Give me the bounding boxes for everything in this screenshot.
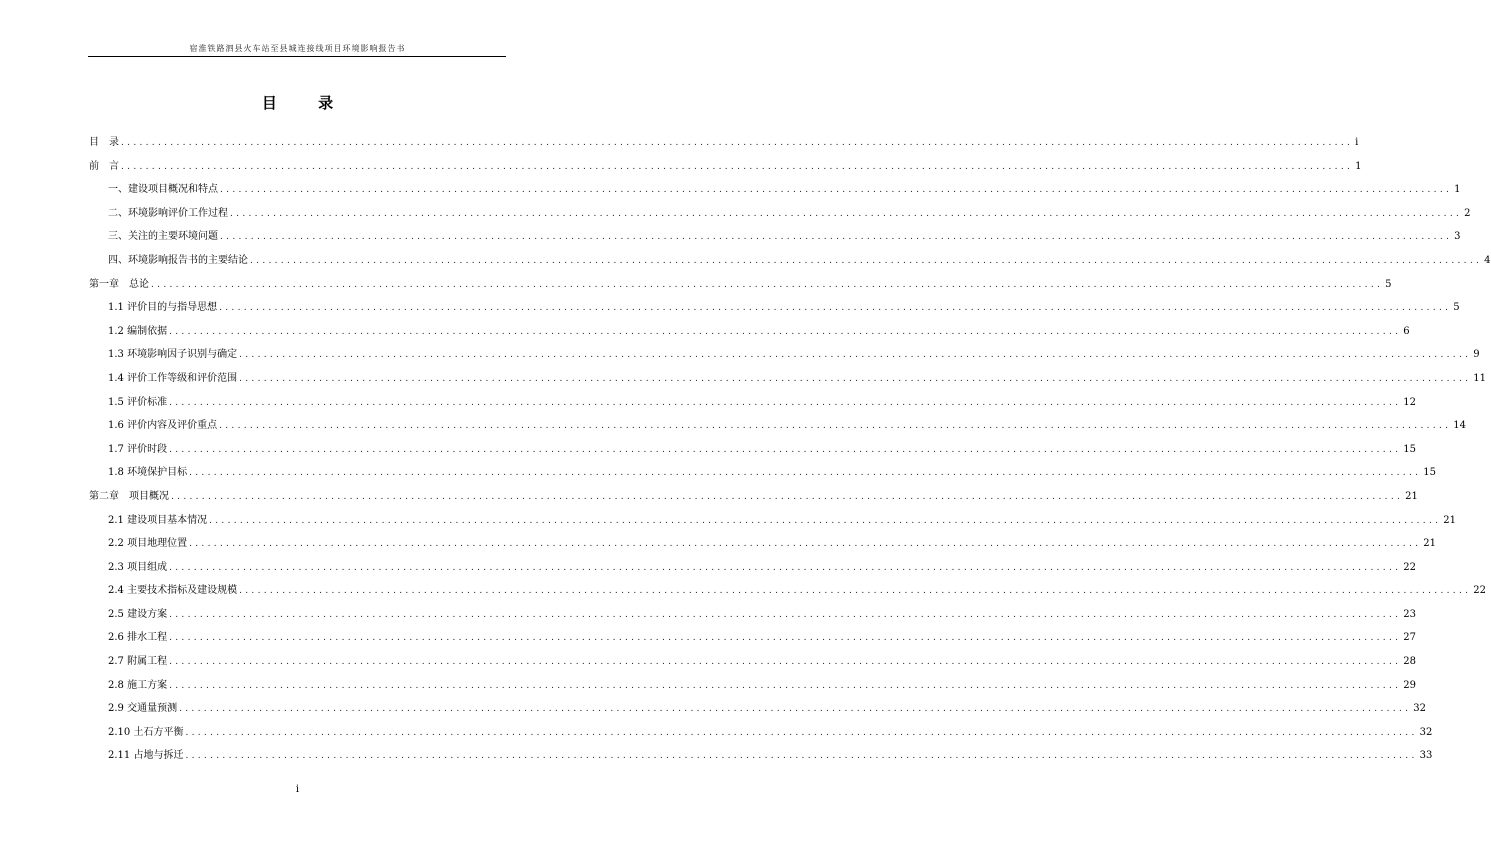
toc-dot-leader: ........................................................................................................................................................................................................	[219, 303, 1452, 314]
toc-entry-label: 四、环境影响报告书的主要结论	[108, 254, 248, 266]
toc-entry-label: 1.6 评价内容及评价重点	[108, 420, 218, 432]
toc-entry[interactable]	[89, 296, 1460, 320]
toc-entry-label: 二、环境影响评价工作过程	[108, 207, 228, 219]
toc-entry-label: 2.5 建设方案	[108, 608, 168, 620]
toc-entry-label: 1.4 评价工作等级和评价范围	[108, 372, 238, 384]
toc-entry[interactable]	[89, 744, 1433, 768]
toc-entry[interactable]	[89, 697, 1426, 721]
toc-entry[interactable]	[89, 579, 1486, 603]
toc-entry[interactable]	[89, 650, 1416, 674]
toc-entry-label: 2.3 项目组成	[108, 561, 168, 573]
toc-entry-label: 前 言	[89, 160, 119, 172]
toc-entry-page: 27	[1403, 632, 1416, 644]
running-header: 宿淮铁路泗县火车站至县城连接线项目环境影响报告书	[189, 44, 406, 53]
toc-entry-page: 9	[1473, 349, 1480, 361]
toc-entry[interactable]	[89, 225, 1461, 249]
toc-entry-page: 6	[1403, 325, 1410, 337]
toc-entry-label: 2.11 占地与拆迁	[108, 750, 184, 762]
toc-entry-label: 1.8 环境保护目标	[108, 467, 188, 479]
toc-entry-label: 第二章 项目概况	[89, 490, 169, 502]
toc-entry[interactable]	[89, 485, 1418, 509]
toc-entry[interactable]	[89, 509, 1456, 533]
toc-dot-leader: ........................................................................................................................................................................................................	[169, 609, 1402, 620]
toc-dot-leader: ........................................................................................................................................................................................................	[169, 397, 1402, 408]
header-rule	[88, 56, 506, 57]
toc-dot-leader: ........................................................................................................................................................................................................	[219, 421, 1452, 432]
toc-entry-page: 5	[1453, 302, 1460, 314]
toc-entry[interactable]	[89, 603, 1416, 627]
toc-entry-page: 28	[1403, 656, 1416, 668]
toc-dot-leader: ........................................................................................................................................................................................................	[220, 185, 1453, 196]
toc-entry[interactable]	[89, 414, 1466, 438]
toc-entry-label: 2.1 建设项目基本情况	[108, 514, 208, 526]
toc-entry-page: 15	[1403, 443, 1416, 455]
toc-entry[interactable]	[89, 556, 1416, 580]
toc-entry-page: 4	[1484, 254, 1491, 266]
toc-dot-leader: ........................................................................................................................................................................................................	[171, 491, 1404, 502]
toc-dot-leader: ........................................................................................................................................................................................................	[169, 326, 1402, 337]
toc-entry-label: 目 录	[89, 137, 119, 148]
toc-entry-page: 23	[1403, 608, 1416, 620]
toc-dot-leader: ........................................................................................................................................................................................................	[121, 161, 1354, 172]
toc-entry[interactable]	[89, 320, 1410, 344]
toc-entry-page: 33	[1419, 750, 1433, 762]
toc-entry-label: 2.9 交通量预测	[108, 703, 178, 715]
toc-dot-leader: ........................................................................................................................................................................................................	[239, 586, 1472, 597]
toc-dot-leader: ........................................................................................................................................................................................................	[189, 468, 1422, 479]
toc-entry-page: 21	[1405, 490, 1418, 502]
toc-entry[interactable]	[89, 343, 1480, 367]
toc-entry-label: 2.6 排水工程	[108, 632, 168, 644]
toc-entry-label: 2.7 附属工程	[108, 656, 168, 668]
toc-entry-page: 29	[1403, 679, 1416, 691]
toc-entry-label: 2.2 项目地理位置	[108, 538, 188, 550]
toc-dot-leader: ........................................................................................................................................................................................................	[239, 350, 1472, 361]
toc-entry[interactable]	[89, 721, 1433, 745]
toc-dot-leader: ........................................................................................................................................................................................................	[121, 138, 1354, 148]
toc-entry-page: 22	[1473, 585, 1486, 597]
toc-entry-page: 32	[1413, 703, 1426, 715]
toc-entry-page: 3	[1454, 231, 1461, 243]
toc-dot-leader: ........................................................................................................................................................................................................	[151, 279, 1384, 290]
toc-dot-leader: ........................................................................................................................................................................................................	[209, 515, 1442, 526]
toc-entry-page: 5	[1385, 278, 1392, 290]
toc-dot-leader: ........................................................................................................................................................................................................	[220, 232, 1453, 243]
toc-entry-page: 14	[1453, 420, 1466, 432]
toc-entry-label: 1.2 编制依据	[108, 325, 168, 337]
toc-entry-page: 22	[1403, 561, 1416, 573]
toc-entry-page: 12	[1403, 396, 1416, 408]
toc-dot-leader: ........................................................................................................................................................................................................	[169, 562, 1402, 573]
toc-entry-label: 1.7 评价时段	[108, 443, 168, 455]
toc-entry-page: 15	[1423, 467, 1436, 479]
toc-entry-label: 2.4 主要技术指标及建设规模	[108, 585, 238, 597]
toc-entry-label: 2.10 土石方平衡	[108, 726, 184, 738]
toc-entry-label: 第一章 总论	[89, 278, 149, 290]
page-number: i	[295, 784, 300, 795]
toc-dot-leader: ........................................................................................................................................................................................................	[185, 727, 1418, 738]
toc-entry-page: 1	[1454, 184, 1461, 196]
toc-entry[interactable]	[89, 674, 1416, 698]
page-title: 目 录	[261, 94, 352, 112]
toc-entry-page: 2	[1464, 207, 1471, 219]
toc-entry[interactable]	[89, 249, 1491, 273]
toc-entry-page: 1	[1355, 160, 1362, 172]
toc-dot-leader: ........................................................................................................................................................................................................	[179, 704, 1412, 715]
toc-entry[interactable]	[89, 202, 1471, 226]
toc-dot-leader: ........................................................................................................................................................................................................	[169, 680, 1402, 691]
toc-entry-label: 2.8 施工方案	[108, 679, 168, 691]
toc-dot-leader: ........................................................................................................................................................................................................	[239, 373, 1472, 384]
toc-entry[interactable]	[89, 367, 1486, 391]
toc-dot-leader: ........................................................................................................................................................................................................	[185, 751, 1418, 762]
toc-entry[interactable]	[89, 532, 1436, 556]
toc-entry[interactable]	[89, 391, 1416, 415]
toc-dot-leader: ........................................................................................................................................................................................................	[169, 633, 1402, 644]
toc-entry-page: 11	[1473, 372, 1486, 384]
toc-entry-label: 1.3 环境影响因子识别与确定	[108, 349, 238, 361]
toc-entry[interactable]	[89, 131, 1359, 155]
toc-entry[interactable]	[89, 178, 1461, 202]
toc-dot-leader: ........................................................................................................................................................................................................	[169, 657, 1402, 668]
toc-entry-label: 1.1 评价目的与指导思想	[108, 302, 218, 314]
toc-entry-page: 32	[1419, 726, 1433, 738]
toc-dot-leader: ........................................................................................................................................................................................................	[230, 208, 1463, 219]
toc-entry[interactable]	[89, 461, 1436, 485]
toc-entry-page: 21	[1443, 514, 1456, 526]
toc-dot-leader: ........................................................................................................................................................................................................	[169, 444, 1402, 455]
toc-dot-leader: ........................................................................................................................................................................................................	[250, 255, 1483, 266]
toc-entry-page: i	[1355, 137, 1359, 148]
toc-entry[interactable]	[89, 438, 1416, 462]
toc-entry[interactable]	[89, 626, 1416, 650]
table-of-contents	[89, 131, 1491, 768]
toc-entry-label: 三、关注的主要环境问题	[108, 231, 218, 243]
toc-dot-leader: ........................................................................................................................................................................................................	[189, 539, 1422, 550]
toc-entry[interactable]	[89, 273, 1392, 297]
toc-entry-label: 1.5 评价标准	[108, 396, 168, 408]
toc-entry-page: 21	[1423, 538, 1436, 550]
toc-entry[interactable]	[89, 155, 1362, 179]
toc-entry-label: 一、建设项目概况和特点	[108, 184, 218, 196]
